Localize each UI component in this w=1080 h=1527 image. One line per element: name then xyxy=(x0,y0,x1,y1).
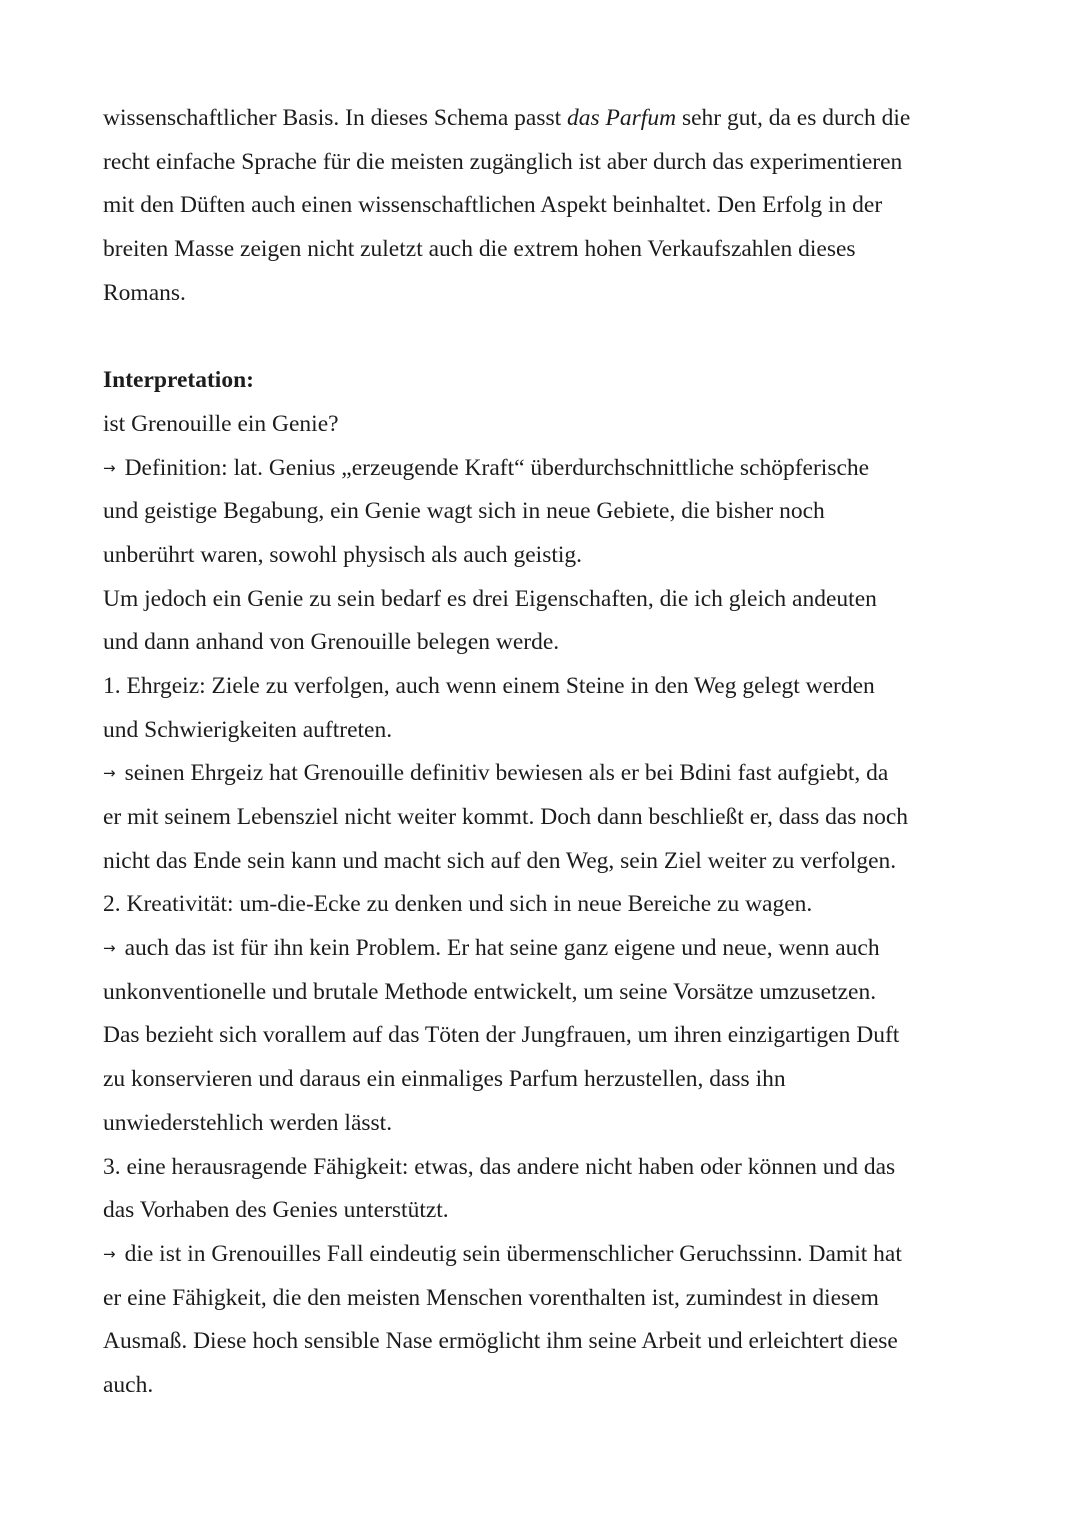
text-line xyxy=(103,97,1003,141)
text-line: er eine Fähigkeit, die den meisten Menschen vorenthalten ist, zumindest in diesem xyxy=(103,1284,879,1311)
text-span: auch das ist für ihn kein Problem. Er hat seine ganz eigene und neue, wenn auch xyxy=(124,935,880,962)
text-line: Um jedoch ein Genie zu sein bedarf es drei Eigenschaften, die ich gleich andeuten xyxy=(103,585,877,612)
text-line: Ausmaß. Diese hoch sensible Nase ermöglicht ihm seine Arbeit und erleichtert diese xyxy=(103,1328,898,1355)
arrow-line xyxy=(103,1233,1003,1277)
text-line: Romans. xyxy=(103,279,186,306)
book-title: das Parfum xyxy=(567,105,677,131)
arrow-icon: → xyxy=(103,458,116,477)
text-line: unwiederstehlich werden lässt. xyxy=(103,1109,393,1136)
list-item-3: 3. eine herausragende Fähigkeit: etwas, das andere nicht haben oder können und das xyxy=(103,1153,896,1180)
text-line: nicht das Ende sein kann und macht sich auf den Weg, sein Ziel weiter zu verfolgen. xyxy=(103,847,897,874)
text-line: recht einfache Sprache für die meisten zugänglich ist aber durch das experimentieren xyxy=(103,148,903,175)
arrow-line xyxy=(103,752,1003,796)
text-line: breiten Masse zeigen nicht zuletzt auch die extrem hohen Verkaufszahlen dieses xyxy=(103,236,856,263)
text-line: und dann anhand von Grenouille belegen werde. xyxy=(103,629,560,656)
section-heading: Interpretation: xyxy=(103,367,254,394)
text-span: seinen Ehrgeiz hat Grenouille definitiv bewiesen als er bei Bdini fast aufgiebt, da xyxy=(124,760,889,787)
list-item-1: 1. Ehrgeiz: Ziele zu verfolgen, auch wenn einem Steine in den Weg gelegt werden xyxy=(103,672,875,699)
text-line: mit den Düften auch einen wissenschaftlichen Aspekt beinhaltet. Den Erfolg in der xyxy=(103,192,883,219)
interpretation-section xyxy=(103,359,1003,1408)
arrow-icon: → xyxy=(103,764,116,783)
text-line: und geistige Begabung, ein Genie wagt sich in neue Gebiete, die bisher noch xyxy=(103,498,825,525)
document-page xyxy=(103,97,1003,1408)
definition-line xyxy=(103,447,1003,491)
arrow-icon: → xyxy=(103,939,116,958)
arrow-icon: → xyxy=(103,1244,116,1263)
text-line: zu konservieren und daraus ein einmaliges Parfum herzustellen, dass ihn xyxy=(103,1066,786,1093)
text-line: unkonventionelle und brutale Methode entwickelt, um seine Vorsätze umzusetzen. xyxy=(103,978,877,1005)
text-line: Das bezieht sich vorallem auf das Töten der Jungfrauen, um ihren einzigartigen Duft xyxy=(103,1022,900,1049)
arrow-line xyxy=(103,927,1003,971)
text-line: auch. xyxy=(103,1371,154,1398)
text-span: Definition: lat. Genius „erzeugende Kraft“ überdurchschnittliche schöpferische xyxy=(124,454,870,481)
text-line: das Vorhaben des Genies unterstützt. xyxy=(103,1197,449,1224)
text-line: und Schwierigkeiten auftreten. xyxy=(103,716,393,743)
text-span: wissenschaftlicher Basis. In dieses Schema passt xyxy=(103,105,568,131)
text-span: sehr gut, da es durch die xyxy=(676,105,911,131)
list-item-2: 2. Kreativität: um-die-Ecke zu denken und sich in neue Bereiche zu wagen. xyxy=(103,891,813,918)
text-span: die ist in Grenouilles Fall eindeutig sein übermenschlicher Geruchssinn. Damit hat xyxy=(124,1240,902,1267)
intro-paragraph xyxy=(103,97,1003,315)
text-line: unberührt waren, sowohl physisch als auch geistig. xyxy=(103,541,583,568)
text-line: er mit seinem Lebensziel nicht weiter kommt. Doch dann beschließt er, dass das noch xyxy=(103,804,909,830)
section-question: ist Grenouille ein Genie? xyxy=(103,410,339,437)
blank-line xyxy=(103,315,1003,359)
